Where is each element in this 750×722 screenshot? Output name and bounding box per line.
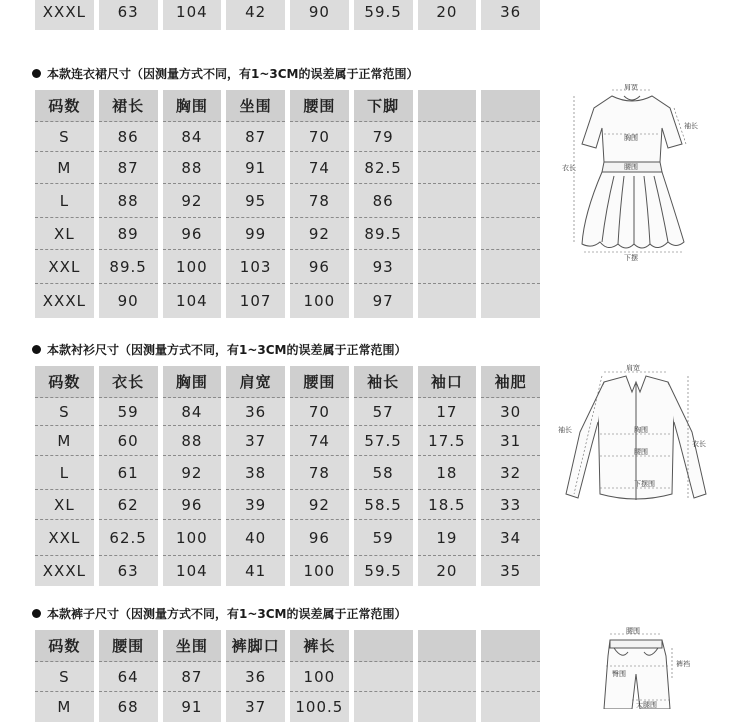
table-header-cell: 坐围 (163, 630, 222, 662)
table-header-cell: 胸围 (163, 90, 222, 122)
shirt-diagram (556, 362, 716, 522)
table-cell: 59 (354, 520, 413, 556)
dress-bust-label: 胸围 (624, 134, 638, 142)
table-cell: 37 (226, 426, 285, 456)
table-row (35, 0, 540, 30)
table-cell: 87 (99, 152, 158, 184)
table-cell (418, 184, 477, 218)
table-row (35, 692, 540, 722)
table-header-cell: 码数 (35, 90, 94, 122)
table-cell: 100 (290, 284, 349, 318)
table-cell: 68 (99, 692, 158, 722)
table-cell: 100 (163, 520, 222, 556)
table-cell: 63 (99, 556, 158, 586)
table-header-cell: 下脚 (354, 90, 413, 122)
table-cell: L (35, 184, 94, 218)
table-row (35, 456, 540, 490)
table-cell: 60 (99, 426, 158, 456)
pants-leg-label: 大腿围 (636, 701, 657, 709)
table-header-cell: 码数 (35, 630, 94, 662)
table-cell: 36 (226, 398, 285, 426)
table-row (35, 122, 540, 152)
table-cell: 64 (99, 662, 158, 692)
table-cell: 59.5 (354, 556, 413, 586)
table-cell: 18.5 (418, 490, 477, 520)
table-cell: 70 (290, 398, 349, 426)
table-header-cell: 衣长 (99, 366, 158, 398)
table-cell (481, 122, 540, 152)
table-cell: 18 (418, 456, 477, 490)
pants-section-title: 本款裤子尺寸（因测量方式不同，有1~3CM的误差属于正常范围） (32, 606, 407, 622)
table-cell: 97 (354, 284, 413, 318)
table-cell: 19 (418, 520, 477, 556)
table-cell: L (35, 456, 94, 490)
table-cell: 78 (290, 456, 349, 490)
dress-shoulder-label: 肩宽 (624, 84, 638, 91)
table-cell: 74 (290, 426, 349, 456)
table-cell: 42 (226, 0, 285, 30)
table-row (35, 490, 540, 520)
table-cell: 40 (226, 520, 285, 556)
table-header-cell: 腰围 (290, 366, 349, 398)
table-cell (418, 152, 477, 184)
table-cell: 62 (99, 490, 158, 520)
table-cell: XXXL (35, 0, 94, 30)
table-cell: 57 (354, 398, 413, 426)
table-cell: XXL (35, 250, 94, 284)
table-cell: 90 (99, 284, 158, 318)
table-cell (418, 692, 477, 722)
table-cell: 96 (290, 520, 349, 556)
table-cell: 35 (481, 556, 540, 586)
shirt-shoulder-label: 肩宽 (626, 364, 640, 372)
table-cell: 32 (481, 456, 540, 490)
table-cell: 88 (163, 426, 222, 456)
dress-section-title: 本款连衣裙尺寸（因测量方式不同，有1~3CM的误差属于正常范围） (32, 66, 419, 82)
table-header-cell (354, 630, 413, 662)
table-row (35, 426, 540, 456)
table-cell: 99 (226, 218, 285, 250)
table-cell: 90 (290, 0, 349, 30)
table-header-cell: 码数 (35, 366, 94, 398)
table-header-cell (481, 630, 540, 662)
top-size-table (30, 0, 545, 30)
table-cell: 88 (99, 184, 158, 218)
table-header-cell: 裤脚口 (226, 630, 285, 662)
table-cell: 92 (163, 184, 222, 218)
table-cell (481, 250, 540, 284)
table-cell (481, 662, 540, 692)
table-cell: 89.5 (354, 218, 413, 250)
table-header-cell (418, 90, 477, 122)
table-header-cell: 坐围 (226, 90, 285, 122)
table-cell: 88 (163, 152, 222, 184)
table-header-row (35, 90, 540, 122)
pants-hip-label: 臀围 (612, 670, 626, 678)
table-cell: XXXL (35, 556, 94, 586)
table-cell: 96 (290, 250, 349, 284)
table-cell (418, 662, 477, 692)
table-cell: 58 (354, 456, 413, 490)
table-cell: 104 (163, 284, 222, 318)
table-cell: 84 (163, 122, 222, 152)
table-cell: 61 (99, 456, 158, 490)
table-cell: 107 (226, 284, 285, 318)
shirt-hem-label: 下摆围 (634, 480, 655, 488)
pants-rise-label: 裤裆 (676, 660, 690, 668)
table-cell (418, 250, 477, 284)
table-cell: 41 (226, 556, 285, 586)
bullet-icon (32, 69, 41, 78)
table-cell (481, 218, 540, 250)
table-row (35, 520, 540, 556)
table-row (35, 556, 540, 586)
table-cell: 17 (418, 398, 477, 426)
table-cell: 62.5 (99, 520, 158, 556)
table-cell: S (35, 122, 94, 152)
shirt-section-title: 本款衬衫尺寸（因测量方式不同，有1~3CM的误差属于正常范围） (32, 342, 407, 358)
table-cell: 89 (99, 218, 158, 250)
shirt-bust-label: 胸围 (634, 426, 648, 434)
table-cell: 34 (481, 520, 540, 556)
table-row (35, 284, 540, 318)
table-cell: M (35, 692, 94, 722)
table-cell: S (35, 662, 94, 692)
table-header-cell (418, 630, 477, 662)
dress-hem-label: 下摆 (624, 254, 638, 262)
table-row (35, 218, 540, 250)
table-cell: 96 (163, 490, 222, 520)
table-cell: 96 (163, 218, 222, 250)
table-cell: M (35, 426, 94, 456)
dress-sleeve-label: 袖长 (684, 122, 698, 130)
table-cell: 86 (354, 184, 413, 218)
table-cell: 59.5 (354, 0, 413, 30)
table-cell: 58.5 (354, 490, 413, 520)
table-row (35, 662, 540, 692)
table-cell: 36 (481, 0, 540, 30)
table-cell: 92 (290, 490, 349, 520)
table-header-cell (481, 90, 540, 122)
table-cell (354, 692, 413, 722)
bullet-icon (32, 609, 41, 618)
table-cell: 31 (481, 426, 540, 456)
pants-diagram (592, 626, 702, 709)
table-cell (418, 284, 477, 318)
table-cell: 63 (99, 0, 158, 30)
table-header-cell: 肩宽 (226, 366, 285, 398)
table-cell: 91 (226, 152, 285, 184)
table-header-cell: 腰围 (290, 90, 349, 122)
table-cell: M (35, 152, 94, 184)
table-cell: 100 (290, 556, 349, 586)
table-header-cell: 胸围 (163, 366, 222, 398)
dress-diagram (562, 84, 702, 264)
table-cell: 78 (290, 184, 349, 218)
table-cell: XXXL (35, 284, 94, 318)
dress-size-table (30, 90, 545, 318)
table-row (35, 184, 540, 218)
table-cell: 74 (290, 152, 349, 184)
table-cell (481, 184, 540, 218)
table-cell: 92 (290, 218, 349, 250)
pants-size-table (30, 630, 545, 722)
table-cell: 20 (418, 0, 477, 30)
shirt-waist-label: 腰围 (634, 448, 648, 456)
table-cell: 84 (163, 398, 222, 426)
table-cell: 36 (226, 662, 285, 692)
shirt-sleeve-label: 袖长 (558, 426, 572, 434)
pants-waist-label: 腰围 (626, 627, 640, 635)
table-cell: 86 (99, 122, 158, 152)
table-cell: 57.5 (354, 426, 413, 456)
table-cell: 37 (226, 692, 285, 722)
table-row (35, 250, 540, 284)
table-cell: XL (35, 218, 94, 250)
table-row (35, 152, 540, 184)
table-cell: 39 (226, 490, 285, 520)
table-cell: 100 (163, 250, 222, 284)
bullet-icon (32, 345, 41, 354)
dress-waist-label: 腰围 (624, 163, 638, 171)
table-header-cell: 腰围 (99, 630, 158, 662)
table-header-cell: 裙长 (99, 90, 158, 122)
shirt-size-table (30, 366, 545, 586)
table-cell (481, 152, 540, 184)
table-cell: 20 (418, 556, 477, 586)
table-cell: 59 (99, 398, 158, 426)
table-cell: XXL (35, 520, 94, 556)
table-cell: 104 (163, 0, 222, 30)
table-cell (418, 122, 477, 152)
table-cell: 95 (226, 184, 285, 218)
table-cell: 100 (290, 662, 349, 692)
table-cell: 70 (290, 122, 349, 152)
table-cell: 79 (354, 122, 413, 152)
table-row (35, 398, 540, 426)
table-cell: 92 (163, 456, 222, 490)
table-cell: 104 (163, 556, 222, 586)
table-header-cell: 袖长 (354, 366, 413, 398)
table-header-row (35, 630, 540, 662)
shirt-length-label: 衣长 (692, 440, 706, 448)
table-cell: 33 (481, 490, 540, 520)
table-cell: 103 (226, 250, 285, 284)
table-header-cell: 袖口 (418, 366, 477, 398)
table-cell: 82.5 (354, 152, 413, 184)
table-cell: 87 (163, 662, 222, 692)
table-header-row (35, 366, 540, 398)
table-cell: S (35, 398, 94, 426)
table-header-cell: 袖肥 (481, 366, 540, 398)
table-cell: 89.5 (99, 250, 158, 284)
table-cell: 38 (226, 456, 285, 490)
table-cell (418, 218, 477, 250)
table-cell: 87 (226, 122, 285, 152)
table-cell: 100.5 (290, 692, 349, 722)
table-cell (354, 662, 413, 692)
table-cell: XL (35, 490, 94, 520)
table-cell: 30 (481, 398, 540, 426)
table-cell: 93 (354, 250, 413, 284)
table-cell (481, 284, 540, 318)
table-cell: 91 (163, 692, 222, 722)
table-header-cell: 裤长 (290, 630, 349, 662)
table-cell (481, 692, 540, 722)
dress-length-label: 衣长 (562, 164, 576, 172)
table-cell: 17.5 (418, 426, 477, 456)
